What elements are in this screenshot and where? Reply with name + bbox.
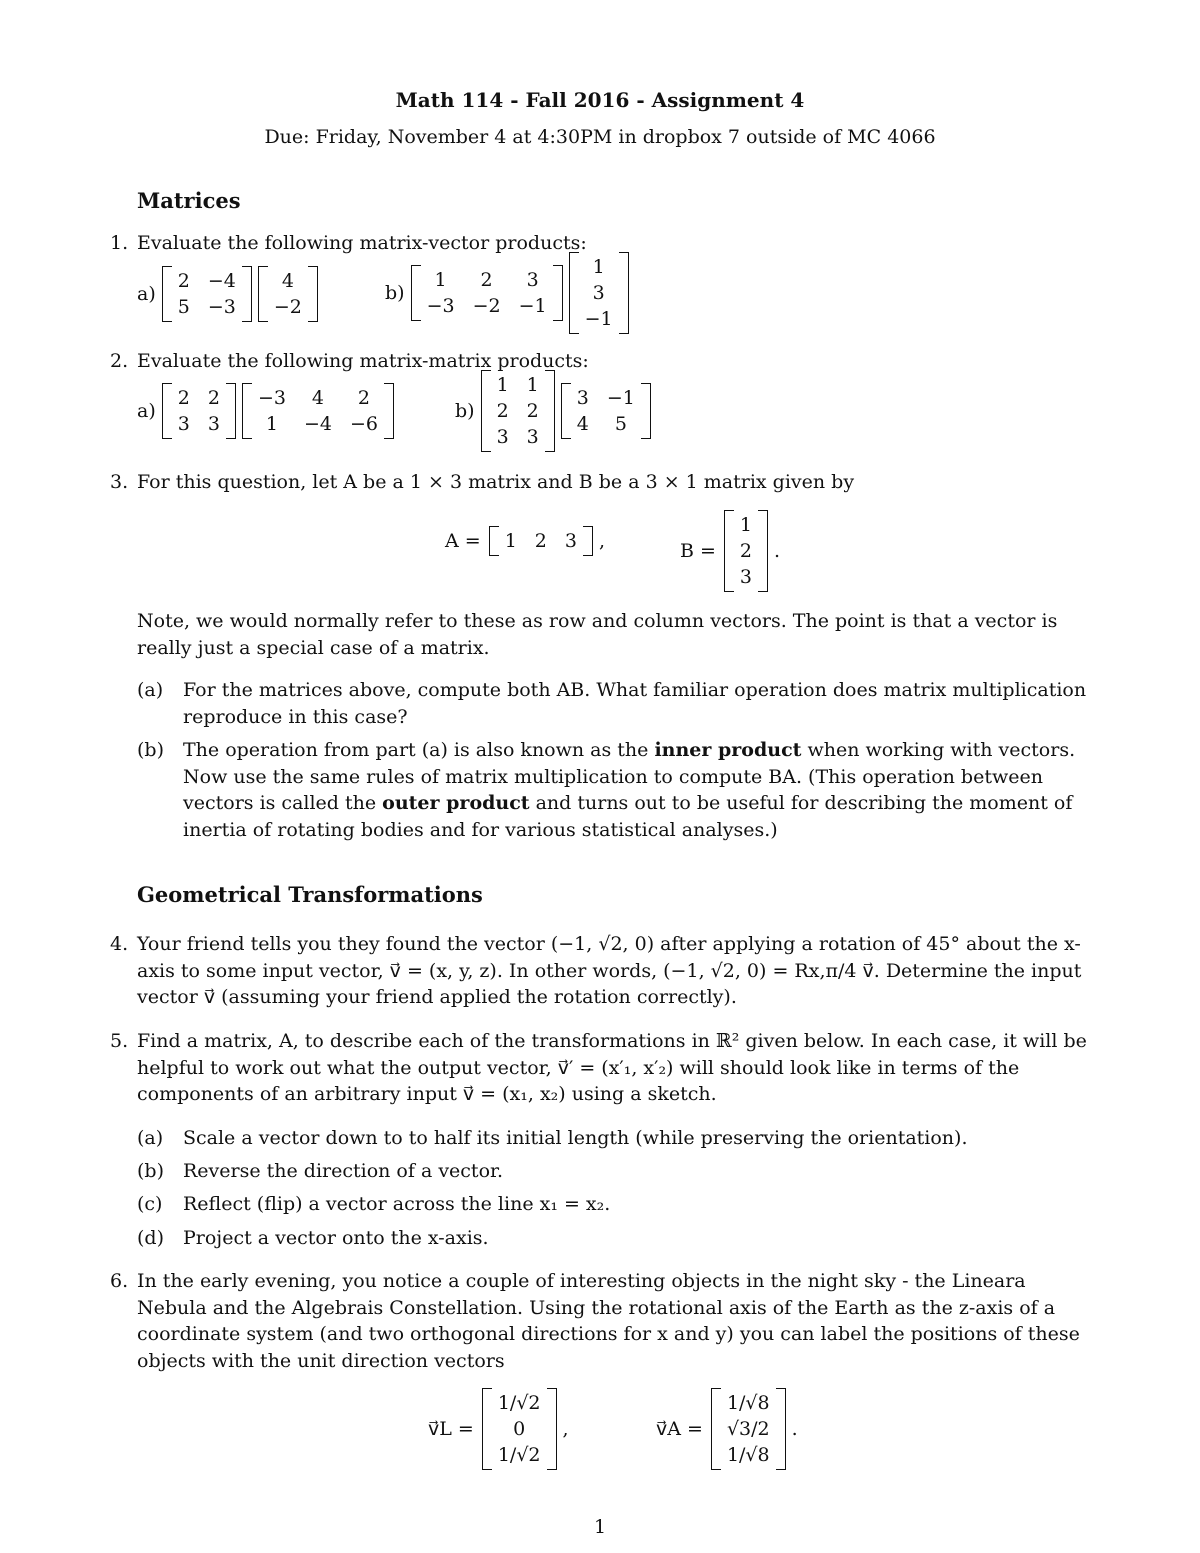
- matrix-bracket-left: [489, 526, 499, 556]
- punctuation: ,: [598, 529, 606, 552]
- matrix-cell: 2: [357, 387, 371, 409]
- matrix-bracket-left: [482, 1388, 492, 1470]
- matrix: [489, 526, 593, 556]
- matrix-cell: −4: [207, 270, 236, 292]
- part-text: Project a vector onto the x-axis.: [183, 1227, 489, 1249]
- punctuation: .: [774, 539, 781, 562]
- matrix-cell: 3: [526, 426, 539, 448]
- part-label: b): [455, 399, 475, 422]
- matrix-bracket-right: [619, 252, 629, 334]
- matrix-cell: 2: [177, 270, 190, 292]
- matrix-cell: 3: [564, 530, 577, 552]
- matrix: [242, 383, 394, 439]
- matrix: [711, 1388, 786, 1470]
- section-heading-matrices: Matrices: [137, 188, 241, 213]
- equation-B: [680, 510, 780, 592]
- page-title: Math 114 - Fall 2016 - Assignment 4: [395, 88, 805, 112]
- matrix-bracket-right: [583, 526, 593, 556]
- matrix-bracket-right: [226, 383, 236, 439]
- matrix-cell: 1: [496, 374, 509, 396]
- part-label: a): [137, 399, 156, 422]
- equation-vL: [428, 1388, 569, 1470]
- matrix-cell: 1: [434, 269, 447, 291]
- question-text: For this question, let A be a 1 × 3 matrix and B be a 3 × 1 matrix given by: [137, 471, 855, 493]
- part-label: (c): [137, 1193, 163, 1215]
- matrix-cell: −3: [207, 296, 236, 318]
- matrix-bracket-right: [545, 370, 555, 452]
- matrix-cell: −1: [606, 387, 635, 409]
- matrix-cell: 3: [177, 413, 190, 435]
- matrix-grid: [268, 266, 308, 322]
- matrix-cell: 2: [496, 400, 509, 422]
- question-number: 6.: [110, 1270, 129, 1292]
- matrix-grid: [252, 383, 384, 439]
- matrix-cell: 2: [526, 400, 539, 422]
- matrix-cell: −4: [303, 413, 332, 435]
- part-text: For the matrices above, compute both AB. What familiar operation does matrix multiplication reproduce in this case?: [183, 679, 1087, 728]
- section-heading-geometry: Geometrical Transformations: [137, 882, 483, 907]
- part-text: Reflect (flip) a vector across the line x₁ = x₂.: [183, 1193, 611, 1215]
- question-text: Find a matrix, A, to describe each of the transformations in ℝ² given below. In each case, it will be helpful to work out what the output vector, v⃗′ = (x′₁, x′₂) will should look like in terms of the components of an arbitrary input v⃗ = (x₁, x₂) using a sketch.: [137, 1030, 1087, 1106]
- matrix-bracket-right: [758, 510, 768, 592]
- matrix-cell: 1: [592, 256, 605, 278]
- matrix-bracket-left: [569, 252, 579, 334]
- matrix-cell: 4: [281, 270, 294, 292]
- matrix-bracket-left: [162, 383, 172, 439]
- matrix-bracket-right: [384, 383, 394, 439]
- due-date: Due: Friday, November 4 at 4:30PM in dropbox 7 outside of MC 4066: [264, 126, 936, 148]
- question-text: Your friend tells you they found the vector (−1, √2, 0) after applying a rotation of 45° about the x-axis to some input vector, v⃗ = (x, y, z). In other words, (−1, √2, 0) = Rx,π/4 v⃗. Determine the input vector v⃗ (assuming your friend applied the rotation correctly).: [137, 933, 1082, 1009]
- text-run: when working with vectors. Now use the same rules of matrix multiplication to compute BA. (This operation between vectors is called the: [183, 739, 1076, 815]
- equation-vA: [656, 1388, 798, 1470]
- matrix-cell: 1/√8: [726, 1392, 770, 1414]
- matrix-cell: 1: [504, 530, 517, 552]
- matrix-cell: 1/√8: [726, 1444, 770, 1466]
- matrix-grid: [721, 1388, 776, 1470]
- question-text: Evaluate the following matrix-vector products:: [137, 232, 587, 254]
- matrix-bracket-left: [411, 265, 421, 321]
- matrix-cell: 2: [534, 530, 547, 552]
- matrix-grid: [571, 383, 641, 439]
- matrix-bracket-right: [547, 1388, 557, 1470]
- matrix-bracket-right: [242, 266, 252, 322]
- matrix-bracket-left: [711, 1388, 721, 1470]
- matrix-cell: 3: [526, 269, 539, 291]
- matrix-bracket-right: [308, 266, 318, 322]
- matrix-bracket-right: [553, 265, 563, 321]
- question-text: Evaluate the following matrix-matrix products:: [137, 350, 589, 372]
- part-label: (d): [137, 1227, 164, 1249]
- matrix-cell: 1: [739, 514, 753, 536]
- question-text: In the early evening, you notice a couple of interesting objects in the night sky - the Lineara Nebula and the Algebrais Constellation. Using the rotational axis of the Earth as the z-axis of a coordinate system (and two orthogonal directions for x and y) you can label the positions of these objects with the unit direction vectors: [137, 1270, 1080, 1372]
- question-number: 2.: [110, 350, 129, 372]
- part-label: (a): [137, 1127, 164, 1149]
- q3-note: Note, we would normally refer to these as row and column vectors. The point is that a vector is really just a special case of a matrix.: [137, 610, 1058, 659]
- part-label: a): [137, 282, 156, 305]
- matrix: [162, 383, 236, 439]
- question-number: 4.: [110, 933, 129, 955]
- matrix: [569, 252, 629, 334]
- text-run: and turns out to be useful for describing the moment of inertia of rotating bodies and for various statistical analyses.): [183, 792, 1073, 841]
- matrix: [561, 383, 651, 439]
- equation-lhs: v⃗A =: [656, 1417, 703, 1440]
- matrix-cell: 3: [592, 282, 605, 304]
- matrix-bracket-right: [776, 1388, 786, 1470]
- term-inner-product: inner product: [654, 739, 802, 761]
- matrix-bracket-left: [724, 510, 734, 592]
- matrix-cell: 4: [576, 413, 589, 435]
- part-label: (b): [137, 1160, 164, 1182]
- matrix-cell: 1/√2: [497, 1444, 541, 1466]
- matrix-cell: −2: [472, 295, 501, 317]
- matrix-grid: [499, 526, 583, 556]
- matrix-cell: 5: [614, 413, 627, 435]
- question-number: 5.: [110, 1030, 129, 1052]
- equation-A: [445, 526, 605, 556]
- matrix-bracket-left: [162, 266, 172, 322]
- equation-lhs: A =: [445, 529, 481, 552]
- equation-lhs: B =: [680, 539, 716, 562]
- matrix-cell: √3/2: [726, 1418, 770, 1440]
- q1-part-a: [137, 266, 324, 322]
- matrix-bracket-left: [242, 383, 252, 439]
- matrix-cell: 3: [576, 387, 589, 409]
- matrix-grid: [172, 383, 226, 439]
- matrix-cell: 2: [207, 387, 220, 409]
- matrix-cell: 4: [311, 387, 324, 409]
- matrix-cell: −3: [426, 295, 455, 317]
- matrix-cell: 3: [496, 426, 509, 448]
- matrix-cell: −2: [273, 296, 302, 318]
- matrix-cell: 1: [526, 374, 539, 396]
- matrix-cell: −3: [257, 387, 286, 409]
- matrix: [411, 265, 563, 321]
- matrix-grid: [172, 266, 242, 322]
- matrix-cell: 3: [207, 413, 220, 435]
- matrix-cell: 2: [177, 387, 190, 409]
- matrix-grid: [491, 370, 545, 452]
- q2-part-a: [137, 383, 400, 439]
- matrix-cell: 2: [480, 269, 493, 291]
- q1-part-b: [385, 252, 635, 334]
- question-number: 1.: [110, 232, 129, 254]
- equation-lhs: v⃗L =: [428, 1417, 474, 1440]
- matrix: [724, 510, 768, 592]
- matrix-bracket-left: [481, 370, 491, 452]
- matrix-cell: 0: [513, 1418, 526, 1440]
- matrix-cell: −1: [584, 308, 613, 330]
- matrix-cell: 2: [739, 540, 753, 562]
- part-text: Reverse the direction of a vector.: [183, 1160, 504, 1182]
- matrix-grid: [421, 265, 553, 321]
- part-label: b): [385, 281, 405, 304]
- q2-part-b: [455, 370, 657, 452]
- matrix-cell: 5: [177, 296, 190, 318]
- matrix-grid: [492, 1388, 547, 1470]
- matrix-cell: −1: [518, 295, 547, 317]
- matrix-cell: −6: [349, 413, 378, 435]
- matrix-cell: 3: [739, 566, 753, 588]
- part-label: (a): [137, 679, 164, 701]
- term-outer-product: outer product: [382, 792, 530, 815]
- matrix-bracket-left: [561, 383, 571, 439]
- matrix-cell: 1/√2: [497, 1392, 541, 1414]
- matrix-bracket-left: [258, 266, 268, 322]
- matrix: [482, 1388, 557, 1470]
- page-number: 1: [593, 1516, 607, 1538]
- punctuation: ,: [562, 1417, 569, 1440]
- part-text: [183, 737, 1090, 843]
- punctuation: .: [791, 1417, 798, 1440]
- matrix: [162, 266, 252, 322]
- question-number: 3.: [110, 471, 129, 493]
- matrix-bracket-right: [641, 383, 651, 439]
- matrix: [481, 370, 555, 452]
- matrix-cell: 1: [265, 413, 278, 435]
- text-run: The operation from part (a) is also known as the: [183, 739, 655, 761]
- matrix-grid: [579, 252, 619, 334]
- part-text: Scale a vector down to to half its initial length (while preserving the orientation).: [183, 1127, 968, 1149]
- matrix-grid: [734, 510, 758, 592]
- part-label: (b): [137, 739, 164, 761]
- matrix: [258, 266, 318, 322]
